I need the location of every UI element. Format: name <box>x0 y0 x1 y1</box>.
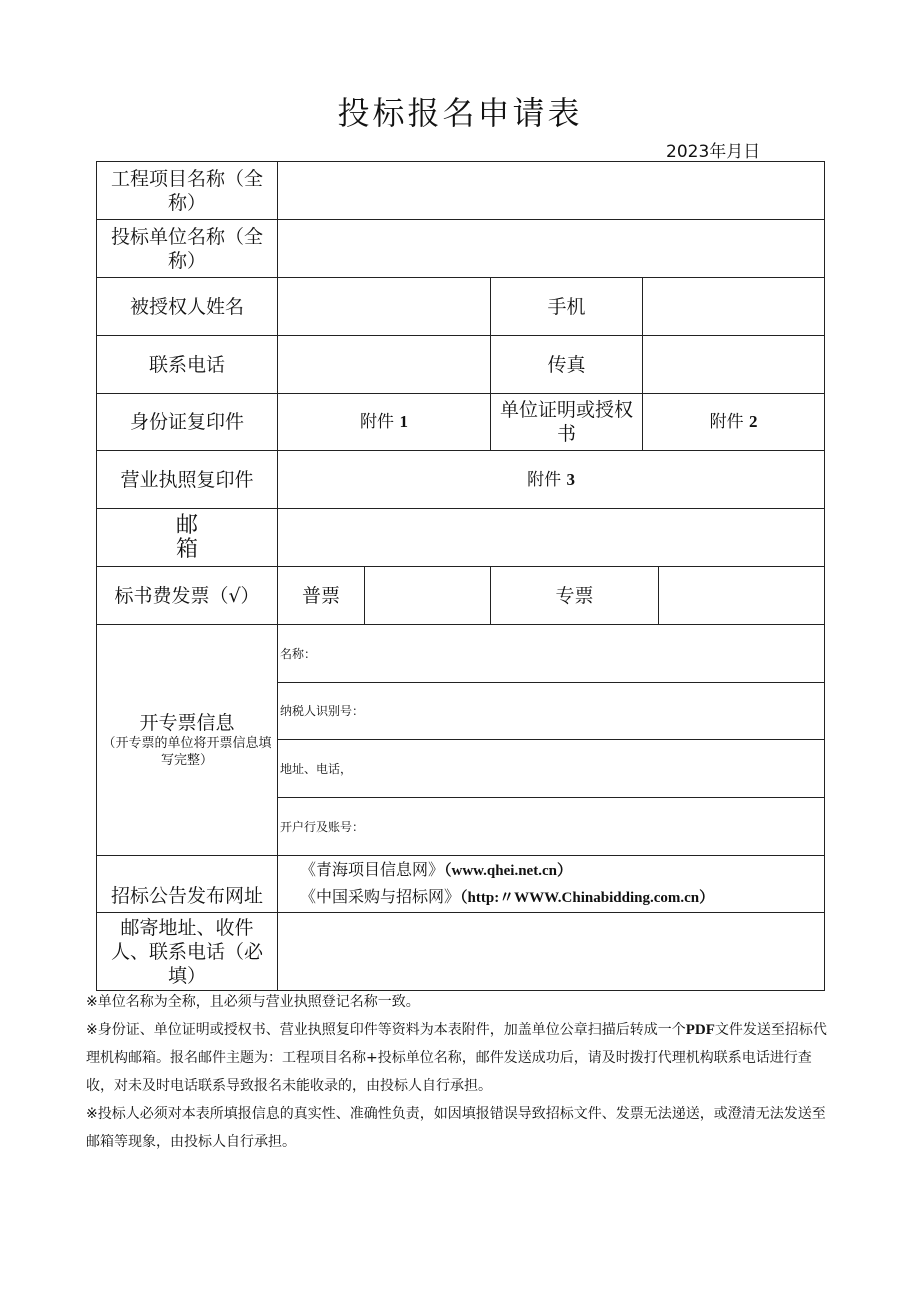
email-field[interactable] <box>278 509 825 567</box>
attachment-3: 附件 3 <box>278 451 825 509</box>
mobile-label: 手机 <box>491 278 643 336</box>
fax-field[interactable] <box>643 336 825 394</box>
note-3: ※投标人必须对本表所填报信息的真实性、准确性负责，如因填报错误导致招标文件、发票无法递送，或澄清无法发送至邮箱等现象，由投标人自行承担。 <box>86 1106 826 1150</box>
special-invoice-label: 专票 <box>491 567 659 625</box>
note-2: ※身份证、单位证明或授权书、营业执照复印件等资料为本表附件，加盖单位公章扫描后转成一个PDF文件发送至招标代理机构邮箱。报名邮件主题为：工程项目名称+投标单位名称，邮件发送成功后，请及时拨打代理机构联系电话进行查收，对未及时电话联系导致报名未能收录的，由投标人自行承担。 <box>86 1022 827 1094</box>
project-name-label: 工程项目名称（全称） <box>97 162 278 220</box>
attachment-1: 附件 1 <box>278 394 491 451</box>
project-name-field[interactable] <box>278 162 825 220</box>
site-1: 《青海项目信息网》（www.qhei.net.cn） <box>300 860 572 879</box>
mobile-field[interactable] <box>643 278 825 336</box>
page-title: 投标报名申请表 <box>337 94 583 132</box>
phone-label: 联系电话 <box>97 336 278 394</box>
tax-id-field[interactable]: 纳税人识别号： <box>278 683 825 740</box>
bidder-name-field[interactable] <box>278 220 825 278</box>
bank-account-field[interactable]: 开户行及账号： <box>278 798 825 856</box>
invoice-label: 标书费发票（√） <box>97 567 278 625</box>
authorized-person-label: 被授权人姓名 <box>97 278 278 336</box>
invoice-info-title: 开专票信息 <box>139 712 235 734</box>
bidder-name-label: 投标单位名称（全称） <box>97 220 278 278</box>
attachment-2: 附件 2 <box>643 394 825 451</box>
plain-invoice-label: 普票 <box>278 567 365 625</box>
fax-label: 传真 <box>491 336 643 394</box>
notice-sites-list <box>278 856 825 913</box>
mailing-label: 邮寄地址、收件人、联系电话（必填） <box>97 913 278 991</box>
application-form-table <box>96 161 825 991</box>
notes-section <box>86 988 838 1156</box>
email-label: 邮箱 <box>97 509 278 567</box>
note-1: ※单位名称为全称，且必须与营业执照登记名称一致。 <box>86 994 420 1010</box>
license-copy-label: 营业执照复印件 <box>97 451 278 509</box>
address-phone-field[interactable]: 地址、电话， <box>278 740 825 798</box>
plain-invoice-checkbox[interactable] <box>365 567 491 625</box>
unit-cert-label: 单位证明或授权书 <box>491 394 643 451</box>
date-line: 2023年月日 <box>666 142 761 162</box>
authorized-person-field[interactable] <box>278 278 491 336</box>
invoice-info-label <box>97 625 278 856</box>
mailing-field[interactable] <box>278 913 825 991</box>
invoice-name-field[interactable]: 名称： <box>278 625 825 683</box>
invoice-info-note: （开专票的单位将开票信息填写完整） <box>102 736 272 768</box>
notice-sites-label: 招标公告发布网址 <box>97 856 278 913</box>
site-2: 《中国采购与招标网》（http:〃WWW.Chinabidding.com.cn） <box>300 887 715 906</box>
special-invoice-checkbox[interactable] <box>659 567 825 625</box>
id-copy-label: 身份证复印件 <box>97 394 278 451</box>
phone-field[interactable] <box>278 336 491 394</box>
